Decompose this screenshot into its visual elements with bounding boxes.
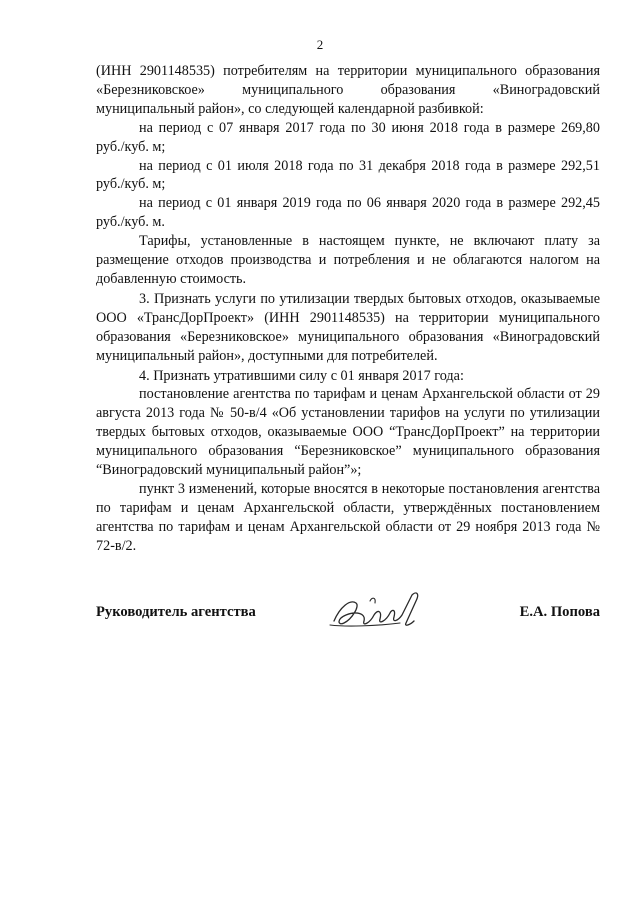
paragraph-item-3: 3. Признать услуги по утилизации твердых бытовых отходов, оказываемые ООО «ТрансДорПроект» (ИНН 2901148535) на территории муниципального образования «Березниковское» муниципального образования «Виноградовский муниципальный район», доступными для потребителей. [96, 290, 600, 364]
paragraph-repeal-2: пункт 3 изменений, которые вносятся в некоторые постановления агентства по тарифам и ценам Архангельской области, утверждённых постановлением агентства по тарифам и ценам Архангельской области от 29 ноября 2013 года № 72-в/2. [96, 480, 600, 554]
paragraph-repeal-1: постановление агентства по тарифам и ценам Архангельской области от 29 августа 2013 года № 50-в/4 «Об установлении тарифов на услуги по утилизации твердых бытовых отходов, оказываемые ООО “ТрансДорПроект” на территории муниципального образования “Березниковское” муниципального образования “Виноградовский муниципальный район”»; [96, 386, 600, 479]
paragraph-tariff-intro: (ИНН 2901148535) потребителям на территории муниципального образования «Березниковское» муниципального образования «Виноградовский муниципальный район», со следующей календарной разбивкой: [96, 63, 600, 117]
handwritten-signature [326, 587, 436, 637]
document-body [96, 62, 600, 556]
paragraph-period-1: на период с 07 января 2017 года по 30 июня 2018 года в размере 269,80 руб./куб. м; [96, 119, 600, 155]
paragraph-tariff-note: Тарифы, установленные в настоящем пункте, не включают плату за размещение отходов производства и потребления и не облагаются налогом на добавленную стоимость. [96, 233, 600, 287]
paragraph-item-4: 4. Признать утратившими силу с 01 января 2017 года: [139, 367, 464, 384]
paragraph-period-3: на период с 01 января 2019 года по 06 января 2020 года в размере 292,45 руб./куб. м. [96, 195, 600, 231]
signatory-role: Руководитель агентства [96, 604, 256, 620]
signatory-name: Е.А. Попова [519, 604, 600, 620]
paragraph-period-2: на период с 01 июля 2018 года по 31 декабря 2018 года в размере 292,51 руб./куб. м; [96, 157, 600, 193]
signature-block [96, 597, 600, 637]
page-number: 2 [316, 37, 324, 52]
